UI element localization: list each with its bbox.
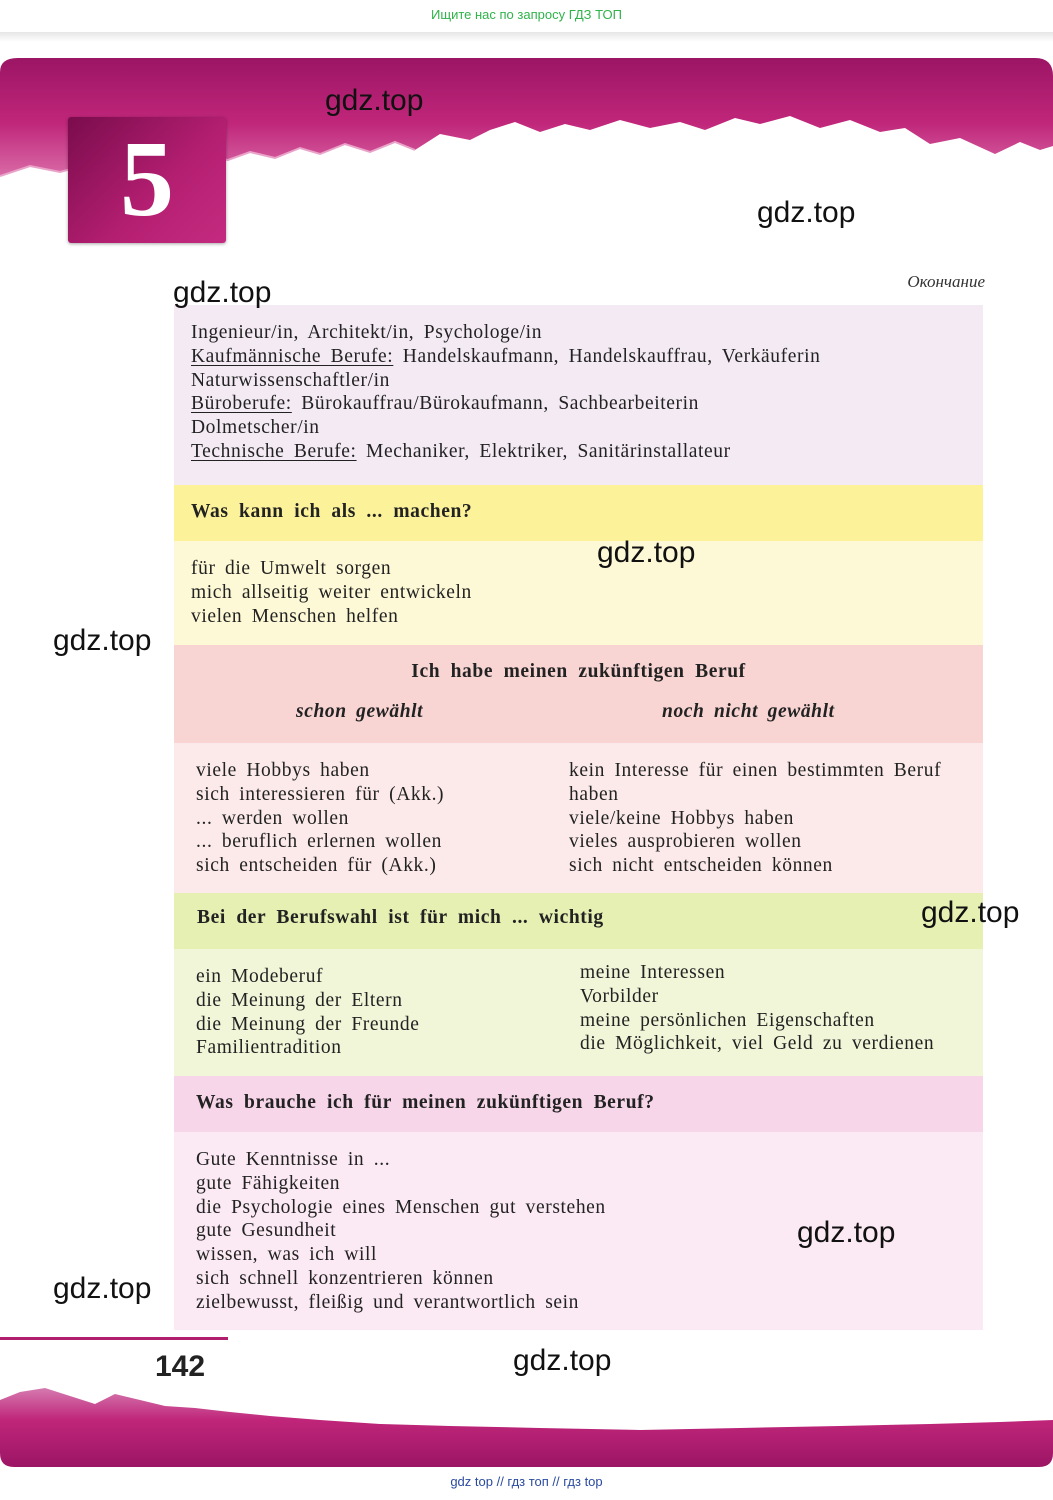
watermark: gdz.top xyxy=(53,1272,152,1305)
list-item: Vorbilder xyxy=(580,985,659,1007)
list-item: ... beruflich erlernen wollen xyxy=(196,831,442,853)
list-item: die Meinung der Freunde xyxy=(196,1013,420,1035)
continuation-note: Окончание xyxy=(907,272,985,291)
top-shadow xyxy=(0,32,1053,42)
watermark: gdz.top xyxy=(53,624,152,657)
left-column xyxy=(196,965,419,1060)
list-item: die Psychologie eines Menschen gut verstehen xyxy=(196,1196,606,1218)
section-body xyxy=(174,949,983,1076)
list-item: ein Modeberuf xyxy=(196,966,324,987)
section-body xyxy=(174,541,983,645)
list-item: die Meinung der Eltern xyxy=(196,989,403,1011)
profession-line: Dolmetscher/in xyxy=(191,417,320,439)
list-item: sich interessieren für (Akk.) xyxy=(196,783,445,805)
watermark: gdz.top xyxy=(921,896,1020,929)
watermark: gdz.top xyxy=(325,84,424,117)
watermark: gdz.top xyxy=(173,276,272,309)
professions-block xyxy=(174,305,983,485)
list-item: wissen, was ich will xyxy=(196,1244,378,1266)
column-title-right: noch nicht gewählt xyxy=(662,701,835,722)
page-number-rule xyxy=(0,1337,228,1340)
heading-text: Was kann ich als ... machen? xyxy=(191,501,473,522)
list-item: für die Umwelt sorgen xyxy=(191,558,392,579)
list-item: Familientradition xyxy=(196,1037,342,1059)
list-item: viele/keine Hobbys haben xyxy=(569,807,794,829)
list-item: kein Interesse für einen bestimmten Beruf xyxy=(569,760,942,781)
list-item: meine persönlichen Eigenschaften xyxy=(580,1009,875,1031)
profession-line: Technische Berufe: Mechaniker, Elektriker, Sanitärinstallateur xyxy=(191,440,731,462)
chapter-number-badge: 5 xyxy=(68,117,226,243)
left-column xyxy=(196,759,444,878)
list-item: gute Gesundheit xyxy=(196,1220,337,1242)
profession-line: Naturwissenschaftler/in xyxy=(191,369,390,391)
right-column xyxy=(569,759,941,878)
watermark: gdz.top xyxy=(513,1344,612,1377)
column-title-left: schon gewählt xyxy=(296,701,424,722)
list-item: mich allseitig weiter entwickeln xyxy=(191,581,472,603)
list-item: vielen Menschen helfen xyxy=(191,605,399,627)
list-item: sich entscheiden für (Akk.) xyxy=(196,855,437,877)
list-item: gute Fähigkeiten xyxy=(196,1172,341,1194)
bottom-magenta-band xyxy=(0,1378,1053,1467)
list-item: sich nicht entscheiden können xyxy=(569,855,833,877)
profession-line: Kaufmännische Berufe: Handelskaufmann, Handelskauffrau, Verkäuferin xyxy=(191,345,821,367)
watermark: gdz.top xyxy=(597,536,696,569)
section-heading xyxy=(174,1076,983,1132)
list-item: Gute Kenntnisse in ... xyxy=(196,1149,391,1170)
list-item: die Möglichkeit, viel Geld zu verdienen xyxy=(580,1033,935,1055)
list-item: ... werden wollen xyxy=(196,807,350,829)
list-item: sich schnell konzentrieren können xyxy=(196,1267,494,1289)
vocabulary-table xyxy=(174,305,983,1330)
heading-text: Was brauche ich für meinen zukünftigen Beruf? xyxy=(196,1092,655,1113)
list-item: vieles ausprobieren wollen xyxy=(569,831,802,853)
section-heading xyxy=(174,645,983,743)
heading-text: Ich habe meinen zukünftigen Beruf xyxy=(411,661,746,682)
watermark: gdz.top xyxy=(757,196,856,229)
bottom-links[interactable]: gdz top // гдз топ // гдз top xyxy=(450,1474,603,1489)
section-heading xyxy=(174,485,983,541)
section-heading xyxy=(174,893,983,949)
list-item: zielbewusst, fleißig und verantwortlich sein xyxy=(196,1291,580,1313)
list-item: meine Interessen xyxy=(580,962,726,983)
profession-line: Büroberufe: Bürokauffrau/Bürokaufmann, Sachbearbeiterin xyxy=(191,393,699,415)
profession-line: Ingenieur/in, Architekt/in, Psychologe/in xyxy=(191,322,543,343)
section-body xyxy=(174,743,983,893)
top-banner[interactable]: Ищите нас по запросу ГДЗ ТОП xyxy=(431,7,622,22)
page-number: 142 xyxy=(155,1350,206,1383)
right-column xyxy=(580,961,934,1056)
list-item: haben xyxy=(569,783,619,805)
heading-text: Bei der Berufswahl ist für mich ... wichtig xyxy=(197,907,604,928)
list-item: viele Hobbys haben xyxy=(196,760,370,781)
watermark: gdz.top xyxy=(797,1216,896,1249)
